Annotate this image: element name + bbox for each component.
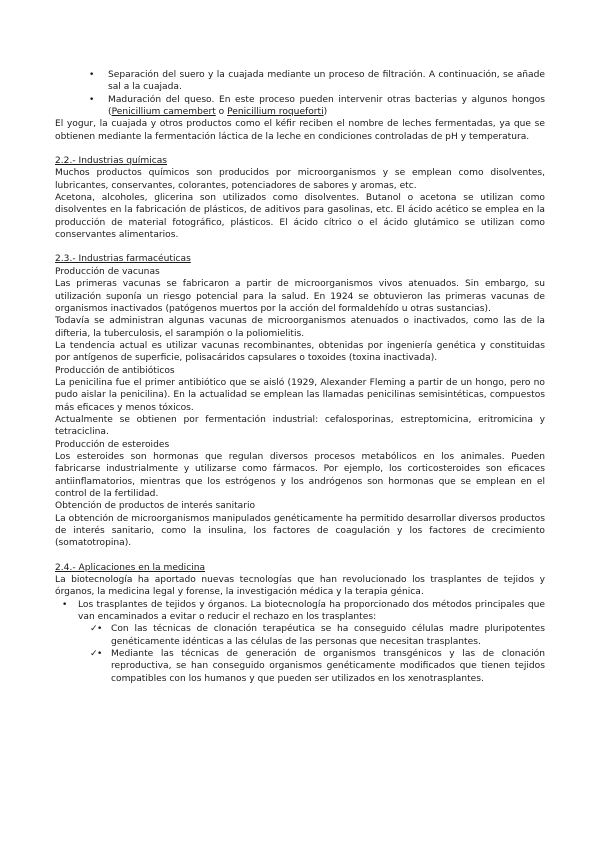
section-heading-2-4: 2.4.- Aplicaciones en la medicina: [55, 562, 206, 573]
check-item: [90, 648, 545, 685]
check-item: [90, 623, 545, 648]
bullet-text-connector: o: [215, 107, 228, 118]
paragraph: La biotecnología ha aportado nuevas tecnologías que han revolucionado los trasplantes de tejidos y órganos, la medicina legal y forense, la investigación médica y la terapia génica.: [55, 575, 545, 598]
species-name: Penicillium roqueforti: [227, 107, 324, 118]
subsection-title: Producción de esteroides: [55, 439, 170, 450]
intro-paragraph: El yogur, la cuajada y otros productos como el kéfir reciben el nombre de leches fermentadas, ya que se obtienen mediante la fermentación láctica de la leche en condiciones controladas de pH y temperatura.: [55, 119, 545, 142]
bullet-text: Separación del suero y la cuajada mediante un proceso de filtración. A continuación, se añade sal a la cuajada.: [108, 70, 545, 93]
transplant-bullet-list: [55, 599, 545, 685]
paragraph: Las primeras vacunas se fabricaron a partir de microorganismos vivos atenuados. Sin embargo, su utilización suponía un riesgo potencial para la salud. En 1924 se obtuvieron las primeras vacunas de organismos inactivados (patógenos muertos por la acción del formaldehído u otras sustancias).: [55, 279, 545, 314]
list-item: [89, 69, 545, 94]
check-text: Con las técnicas de clonación terapéutica se ha conseguido células madre pluripotentes genéticamente idénticas a las células de las personas que necesitan trasplantes.: [111, 624, 545, 647]
paragraph: Muchos productos químicos son producidos por microorganismos y se emplean como disolventes, lubricantes, conservantes, colorantes, potenciadores de sabores y aromas, etc.: [55, 168, 545, 191]
document-content: [55, 69, 545, 685]
paragraph: Todavía se administran algunas vacunas de microorganismos atenuados o inactivados, como las de la difteria, la tuberculosis, el sarampión o la poliomielitis.: [55, 316, 545, 339]
list-item: [89, 94, 545, 119]
species-name: Penicillium camembert: [111, 107, 216, 118]
paragraph: Los esteroides son hormonas que regulan diversos procesos metabólicos en los animales. Pueden fabricarse industrialmente y utilizarse como fármacos. Por ejemplo, los corticosteroides son eficaces antiinflamatorios, mientras que los estrógenos y los andrógenos son hormonas que se emplean en el control de la fertilidad.: [55, 451, 545, 499]
subsection-title: Producción de vacunas: [55, 266, 160, 277]
paragraph: La obtención de microorganismos manipulados genéticamente ha permitido desarrollar diversos productos de interés sanitario, como la insulina, los factores de coagulación y los factores de crecimiento (somatotropina).: [55, 513, 545, 549]
subsection-title: Obtención de productos de interés sanitario: [55, 501, 256, 512]
bullet-text: Maduración del queso. En este proceso pueden intervenir otras bacterias y algunos hongos (: [108, 94, 545, 118]
bullet-text: Los trasplantes de tejidos y órganos. La biotecnología ha proporcionado dos métodos principales que van encaminados a evitar o reducir el rechazo en los trasplantes:: [78, 599, 545, 623]
bullet-text-suffix: ): [323, 107, 328, 118]
check-icon: • ✓: [90, 624, 98, 635]
section-heading-2-3: 2.3.- Industrias farmacéuticas: [55, 254, 191, 265]
top-bullet-list: [89, 69, 545, 118]
paragraph: Acetona, alcoholes, glicerina son utilizados como disolventes. Butanol o acetona se utilizan como disolventes en la fabricación de plásticos, de aditivos para gasolinas, etc. El ácido acético se emplea en la producción de material fotográfico, plásticos. El ácido cítrico o el ácido glutámico se utilizan como conservantes alimentarios.: [55, 193, 545, 241]
list-item: [55, 599, 545, 685]
check-list: [90, 623, 545, 685]
paragraph: La penicilina fue el primer antibiótico que se aisló (1929, Alexander Fleming a partir de un hongo, pero no pudo aislar la penicilina). En la actualidad se emplean las llamadas penicilinas semisintéticas, compuestos más eficaces y menos tóxicos.: [55, 377, 545, 413]
check-icon: • ✓: [90, 649, 98, 660]
check-text: Mediante las técnicas de generación de organismos transgénicos y las de clonación reproductiva, se han conseguido organismos genéticamente modificados que tienen tejidos compatibles con los humanos y que pueden ser utilizados en los xenotrasplantes.: [111, 649, 545, 684]
paragraph: Actualmente se obtienen por fermentación industrial: cefalosporinas, estreptomicina, eritromicina y tetraciclina.: [55, 414, 545, 438]
section-heading-2-2: 2.2.- Industrias químicas: [55, 156, 168, 167]
subsection-title: Producción de antibióticos: [55, 365, 175, 376]
paragraph: La tendencia actual es utilizar vacunas recombinantes, obtenidas por ingeniería genética y constituidas por antígenos de superficie, polisacáridos capsulares o toxoides (toxina inactivada).: [55, 340, 545, 364]
